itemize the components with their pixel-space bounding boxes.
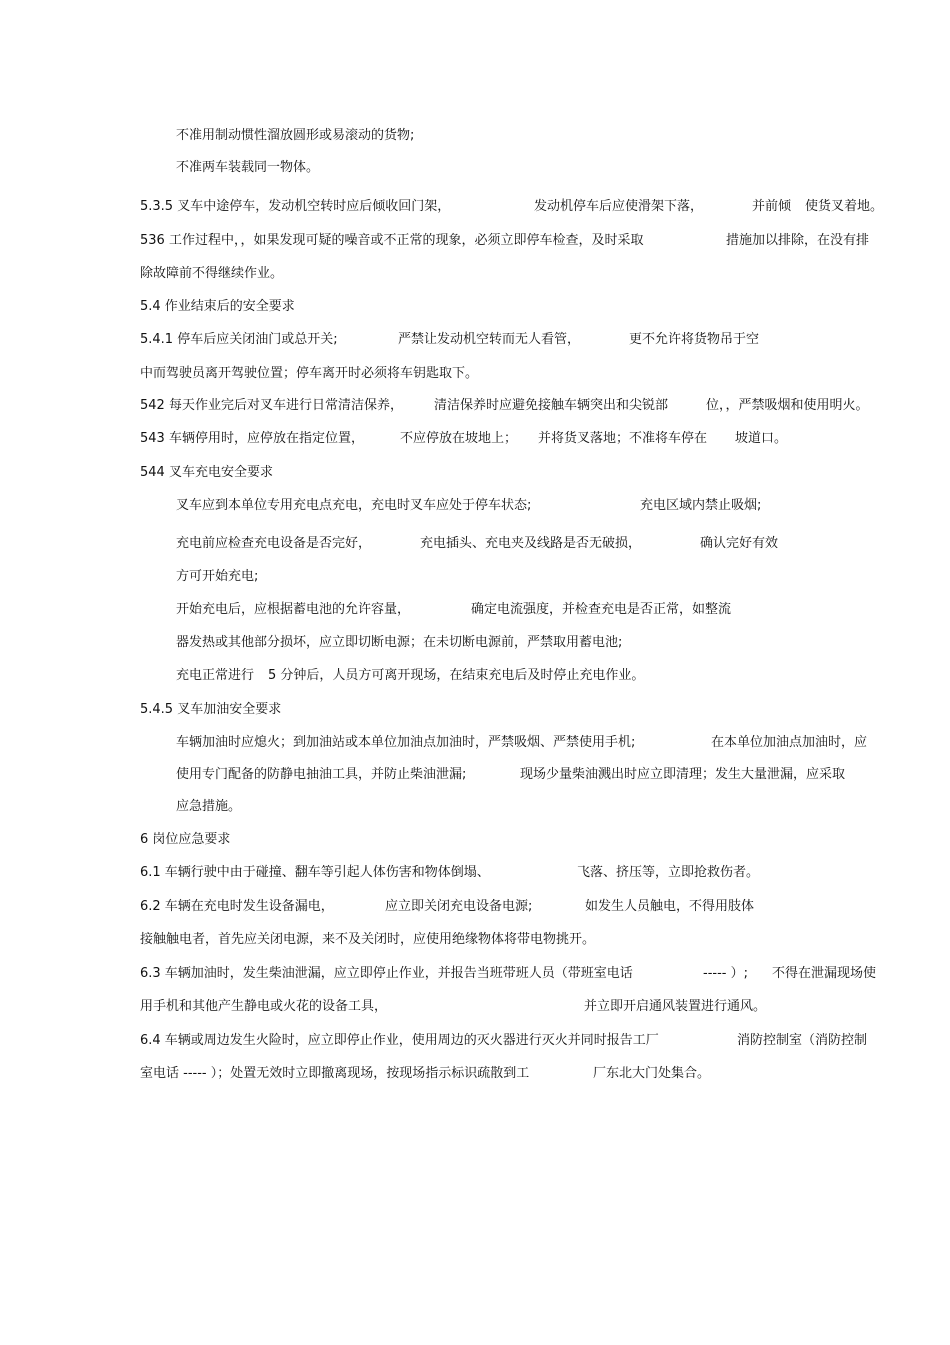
text-segment: 清洁保养时应避免接触车辆突出和尖锐部	[434, 398, 669, 413]
text-segment: 飞落、挤压等，立即抢救伤者。	[577, 865, 760, 880]
text-segment: 不准两车装载同一物体。	[176, 160, 320, 175]
text-segment: ----- ）;	[703, 966, 748, 981]
text-line	[0, 897, 950, 917]
text-segment: 6.4 车辆或周边发生火险时，应立即停止作业，使用周边的灭火器进行灭火并同时报告工厂	[140, 1033, 659, 1048]
text-line	[0, 429, 950, 449]
text-segment: 充电区域内禁止吸烟;	[640, 498, 762, 513]
text-segment: 544 叉车充电安全要求	[140, 465, 273, 480]
text-line	[0, 666, 950, 686]
text-line	[0, 633, 950, 653]
text-line	[0, 863, 950, 883]
text-line	[0, 567, 950, 587]
text-segment: 5 分钟后，人员方可离开现场，在结束充电后及时停止充电作业。	[268, 668, 645, 683]
text-segment: 措施加以排除，在没有排	[726, 233, 870, 248]
text-line	[0, 600, 950, 620]
text-segment: 并前倾	[752, 199, 792, 214]
text-line	[0, 231, 950, 251]
text-segment: 不准用制动惯性溜放圆形或易滚动的货物;	[176, 128, 415, 143]
text-segment: 6 岗位应急要求	[140, 832, 231, 847]
text-segment: 5.4.1 停车后应关闭油门或总开关;	[140, 332, 338, 347]
text-line	[0, 997, 950, 1017]
text-segment: 536 工作过程中，，如果发现可疑的噪音或不正常的现象，必须立即停车检查，及时采取	[140, 233, 644, 248]
text-line	[0, 496, 950, 516]
text-segment: 中而驾驶员离开驾驶位置；停车离开时必须将车钥匙取下。	[140, 366, 479, 381]
text-segment: 不得在泄漏现场使	[772, 966, 877, 981]
text-segment: 方可开始充电;	[176, 569, 259, 584]
text-line	[0, 158, 950, 178]
text-segment: 坡道口。	[735, 431, 788, 446]
text-line	[0, 364, 950, 384]
text-segment: 6.2 车辆在充电时发生设备漏电，	[140, 899, 334, 914]
text-line	[0, 765, 950, 785]
text-line	[0, 396, 950, 416]
text-segment: 发动机停车后应使滑架下落，	[534, 199, 704, 214]
text-line	[0, 330, 950, 350]
text-line	[0, 126, 950, 146]
text-segment: 6.3 车辆加油时，发生柴油泄漏，应立即停止作业，并报告当班带班人员（带班室电话	[140, 966, 633, 981]
text-segment: 开始充电后，应根据蓄电池的允许容量，	[176, 602, 411, 617]
section-heading	[0, 297, 950, 317]
section-heading	[0, 830, 950, 850]
text-segment: 确定电流强度，并检查充电是否正常，如整流	[471, 602, 732, 617]
text-line	[0, 534, 950, 554]
text-segment: 严禁让发动机空转而无人看管，	[398, 332, 581, 347]
text-segment: 在本单位加油点加油时，应	[711, 735, 868, 750]
text-line	[0, 797, 950, 817]
text-segment: 543 车辆停用时，应停放在指定位置，	[140, 431, 364, 446]
text-segment: 6.1 车辆行驶中由于碰撞、翻车等引起人体伤害和物体倒塌、	[140, 865, 490, 880]
text-segment: 并将货叉落地；不准将车停在	[538, 431, 708, 446]
text-segment: 应急措施。	[176, 799, 242, 814]
text-segment: 如发生人员触电，不得用肢体	[585, 899, 755, 914]
text-segment: 消防控制室（消防控制	[737, 1033, 868, 1048]
text-segment: 更不允许将货物吊于空	[629, 332, 760, 347]
section-heading	[0, 463, 950, 483]
text-segment: 542 每天作业完后对叉车进行日常清洁保养，	[140, 398, 403, 413]
text-segment: 充电前应检查充电设备是否完好，	[176, 536, 372, 551]
text-segment: 叉车应到本单位专用充电点充电，充电时叉车应处于停车状态;	[176, 498, 532, 513]
text-segment: 车辆加油时应熄火；到加油站或本单位加油点加油时，严禁吸烟、严禁使用手机;	[176, 735, 636, 750]
text-segment: 厂东北大门处集合。	[593, 1066, 711, 1081]
text-line	[0, 1031, 950, 1051]
text-line	[0, 197, 950, 217]
text-segment: 5.3.5 叉车中途停车，发动机空转时应后倾收回门架，	[140, 199, 451, 214]
text-segment: 用手机和其他产生静电或火花的设备工具，	[140, 999, 388, 1014]
text-segment: 5.4.5 叉车加油安全要求	[140, 702, 282, 717]
section-heading	[0, 700, 950, 720]
text-line	[0, 264, 950, 284]
text-line	[0, 1064, 950, 1084]
text-segment: 接触触电者，首先应关闭电源，来不及关闭时，应使用绝缘物体将带电物挑开。	[140, 932, 596, 947]
text-segment: 应立即关闭充电设备电源;	[385, 899, 533, 914]
text-segment: 器发热或其他部分损坏，应立即切断电源；在未切断电源前，严禁取用蓄电池;	[176, 635, 623, 650]
text-segment: 充电正常进行	[176, 668, 255, 683]
text-line	[0, 930, 950, 950]
text-segment: 现场少量柴油溅出时应立即清理；发生大量泄漏，应采取	[520, 767, 846, 782]
text-segment: 5.4 作业结束后的安全要求	[140, 299, 295, 314]
text-segment: 充电插头、充电夹及线路是否无破损，	[420, 536, 642, 551]
text-line	[0, 964, 950, 984]
text-segment: 室电话 ----- ）；处置无效时立即撤离现场，按现场指示标识疏散到工	[140, 1066, 530, 1081]
text-segment: 并立即开启通风装置进行通风。	[584, 999, 767, 1014]
text-segment: 确认完好有效	[700, 536, 779, 551]
text-segment: 使用专门配备的防静电抽油工具，并防止柴油泄漏;	[176, 767, 467, 782]
text-segment: 不应停放在坡地上；	[400, 431, 518, 446]
text-line	[0, 733, 950, 753]
text-segment: 除故障前不得继续作业。	[140, 266, 284, 281]
text-segment: 位，，严禁吸烟和使用明火。	[706, 398, 869, 413]
text-segment: 使货叉着地。	[805, 199, 884, 214]
